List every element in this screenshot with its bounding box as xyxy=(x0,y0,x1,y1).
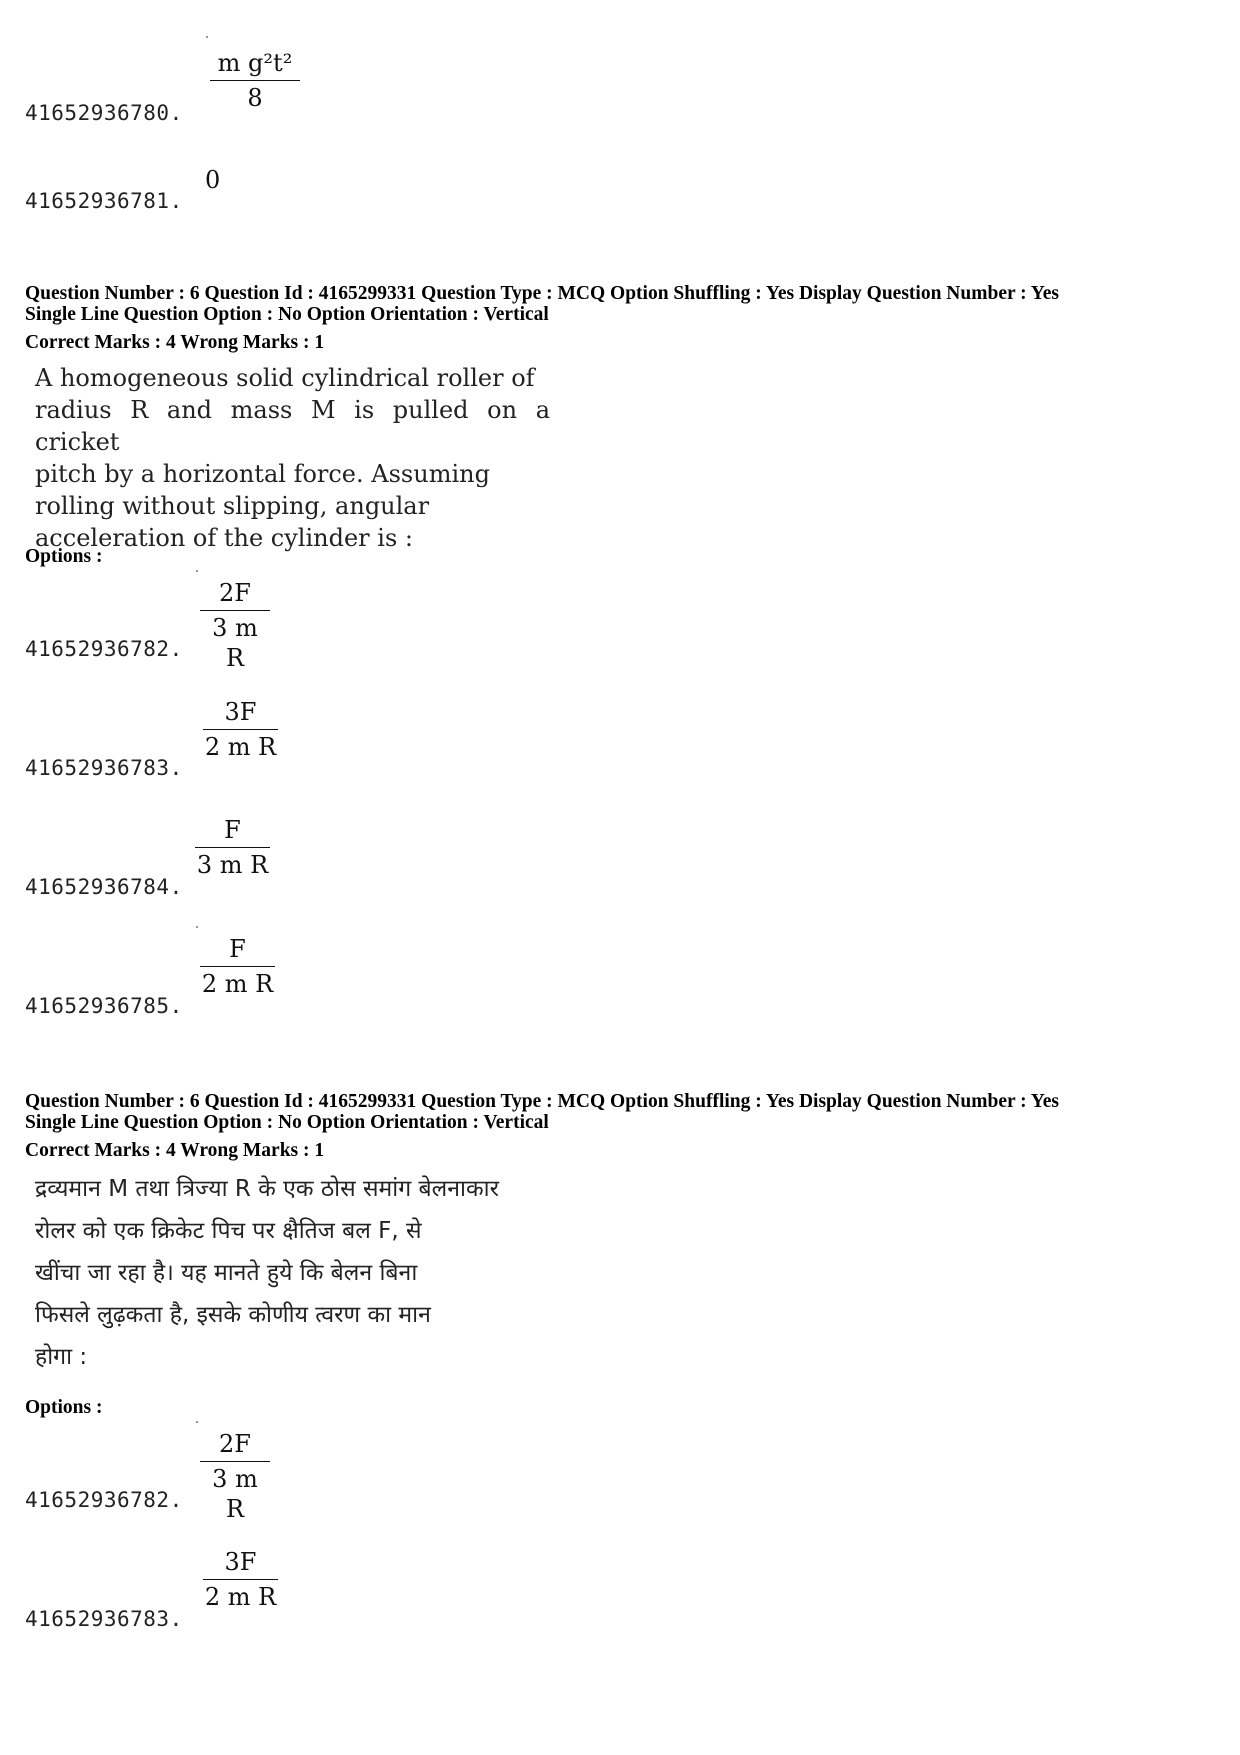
options-label: Options : xyxy=(25,546,103,567)
scan-dot xyxy=(196,926,198,928)
question-meta-line2: Single Line Question Option : No Option Orientation : Vertical xyxy=(25,1112,549,1133)
question-text: A homogeneous solid cylindrical roller of radius R and mass M is pulled on a cricket pitch by a horizontal force. Assuming rolling without slipping, angular acceleration of the cylinder is : xyxy=(35,364,550,552)
option-id: 41652936783. xyxy=(25,756,183,780)
option-formula: 2F 3 m R xyxy=(200,1429,270,1524)
marks-line: Correct Marks : 4 Wrong Marks : 1 xyxy=(25,1140,325,1161)
option-formula: 3F 2 m R xyxy=(204,1548,277,1611)
fraction-bar xyxy=(195,847,270,848)
option-id: 41652936781. xyxy=(25,189,183,213)
option-id: 41652936780. xyxy=(25,101,183,125)
options-label: Options : xyxy=(25,1397,103,1418)
question-meta-line1: Question Number : 6 Question Id : 4165299331 Question Type : MCQ Option Shuffling : Yes Display Question Number : Yes xyxy=(25,1091,1059,1112)
option-formula: m g²t² 8 xyxy=(210,48,300,113)
option-id: 41652936784. xyxy=(25,875,183,899)
option-id: 41652936783. xyxy=(25,1607,183,1631)
fraction-bar xyxy=(203,1579,278,1580)
option-formula: 2F 3 m R xyxy=(200,578,270,673)
scan-dot xyxy=(206,36,208,38)
fraction-bar xyxy=(200,966,275,967)
option-formula: 3F 2 m R xyxy=(204,698,277,761)
option-formula: F 2 m R xyxy=(201,935,274,998)
option-value: 0 xyxy=(205,166,221,194)
scan-dot xyxy=(196,570,198,572)
option-id: 41652936782. xyxy=(25,1488,183,1512)
fraction-bar xyxy=(210,80,300,81)
marks-line: Correct Marks : 4 Wrong Marks : 1 xyxy=(25,332,325,353)
fraction-bar xyxy=(200,610,270,611)
option-formula: F 3 m R xyxy=(196,816,269,879)
fraction-bar xyxy=(200,1461,270,1462)
option-id: 41652936782. xyxy=(25,637,183,661)
question-text: द्रव्यमान M तथा त्रिज्या R के एक ठोस समांग बेलनाकार रोलर को एक क्रिकेट पिच पर क्षैतिज बल F, से खींचा जा रहा है। यह मानते हुये कि बेलन बिना फिसले लुढ़कता है, इसके कोणीय त्वरण का मान होगा : xyxy=(35,1176,499,1370)
question-meta-line1: Question Number : 6 Question Id : 4165299331 Question Type : MCQ Option Shuffling : Yes Display Question Number : Yes xyxy=(25,283,1059,304)
option-id: 41652936785. xyxy=(25,994,183,1018)
question-meta-line2: Single Line Question Option : No Option Orientation : Vertical xyxy=(25,304,549,325)
scan-dot xyxy=(196,1421,198,1423)
fraction-bar xyxy=(203,729,278,730)
